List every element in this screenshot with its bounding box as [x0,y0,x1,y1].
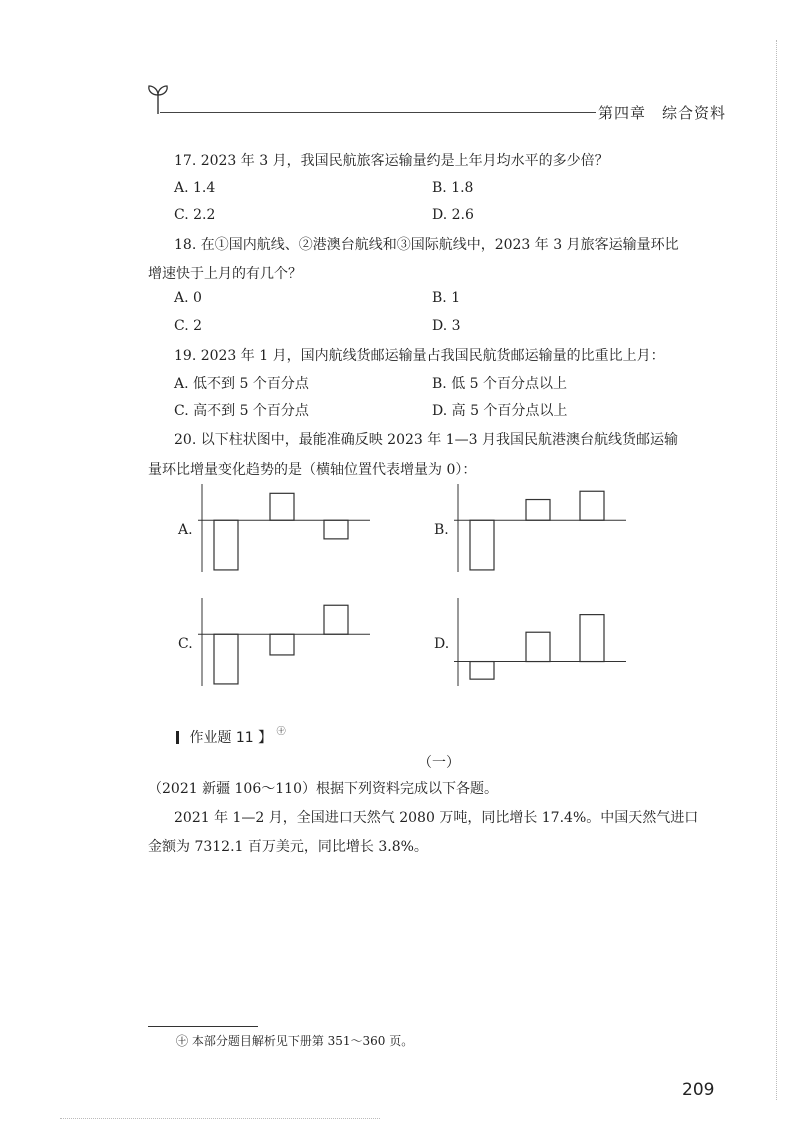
q18-option-d: D. 3 [432,318,461,334]
section-subtitle: （一） [418,755,460,771]
chart-b-bar-1 [470,520,494,570]
q20-stem-line2: 量环比增量变化趋势的是（横轴位置代表增量为 0）： [148,462,477,478]
chart-a-label: A. [178,522,193,538]
bar-chart-b [450,482,630,574]
footnote: ㊉ 本部分题目解析见下册第 351～360 页。 [176,1034,414,1048]
q18-option-a: A. 0 [174,290,202,306]
bar-chart-c [194,596,374,688]
section-paragraph-line2: 金额为 7312.1 百万美元，同比增长 3.8%。 [148,839,428,855]
chart-d-bar-3 [580,615,604,662]
q19-stem: 19. 2023 年 1 月，国内航线货邮运输量占我国民航货邮运输量的比重比上月： [174,348,665,364]
section-heading [176,724,286,747]
scan-edge [776,40,778,1100]
page-number: 209 [682,1080,715,1100]
q19-option-d: D. 高 5 个百分点以上 [432,403,568,419]
chapter-title: 第四章 综合资料 [598,104,727,122]
q17-option-b: B. 1.8 [432,180,474,196]
q17-option-a: A. 1.4 [174,180,216,196]
q17-stem: 17. 2023 年 3 月，我国民航旅客运输量约是上年月均水平的多少倍？ [174,153,609,169]
chart-a-bar-2 [270,493,294,520]
q18-option-c: C. 2 [174,318,203,334]
header-rule-tail [590,112,596,113]
q19-option-c: C. 高不到 5 个百分点 [174,403,309,419]
chart-c-bar-2 [270,634,294,655]
scan-bottom-noise [60,1118,380,1120]
q17-option-c: C. 2.2 [174,207,216,223]
q20-stem-line1: 20. 以下柱状图中，最能准确反映 2023 年 1—3 月我国民航港澳台航线货邮运输 [174,432,678,448]
chart-b-label: B. [434,522,449,538]
bar-chart-a [194,482,374,574]
chart-c-bar-1 [214,634,238,684]
sprout-icon [146,82,170,116]
chart-a-bar-3 [324,520,348,539]
section-open-bracket [176,731,179,744]
q17-option-d: D. 2.6 [432,207,474,223]
footnote-rule [148,1026,258,1027]
section-close-bracket: 】 [258,730,273,746]
chart-d-bar-1 [470,662,494,680]
q19-option-b: B. 低 5 个百分点以上 [432,376,567,392]
section-footnote-mark: ㊉ [276,727,286,737]
chart-d-label: D. [434,636,450,652]
q18-option-b: B. 1 [432,290,461,306]
chart-b-bar-2 [526,500,550,521]
q19-option-a: A. 低不到 5 个百分点 [174,376,309,392]
chart-b-bar-3 [580,491,604,520]
chart-c-label: C. [178,636,193,652]
bar-chart-d [450,596,630,688]
section-intro: （2021 新疆 106～110）根据下列资料完成以下各题。 [148,781,498,797]
chart-c-bar-3 [324,605,348,634]
section-title: 作业题 11 [189,730,254,746]
q18-stem-line1: 18. 在①国内航线、②港澳台航线和③国际航线中，2023 年 3 月旅客运输量环比 [174,237,679,253]
chart-d-bar-2 [526,632,550,661]
header-rule [160,112,590,113]
chart-a-bar-1 [214,520,238,570]
q18-stem-line2: 增速快于上月的有几个？ [148,266,302,282]
section-paragraph-line1: 2021 年 1—2 月，全国进口天然气 2080 万吨，同比增长 17.4%。中国天然气进口 [174,810,699,826]
